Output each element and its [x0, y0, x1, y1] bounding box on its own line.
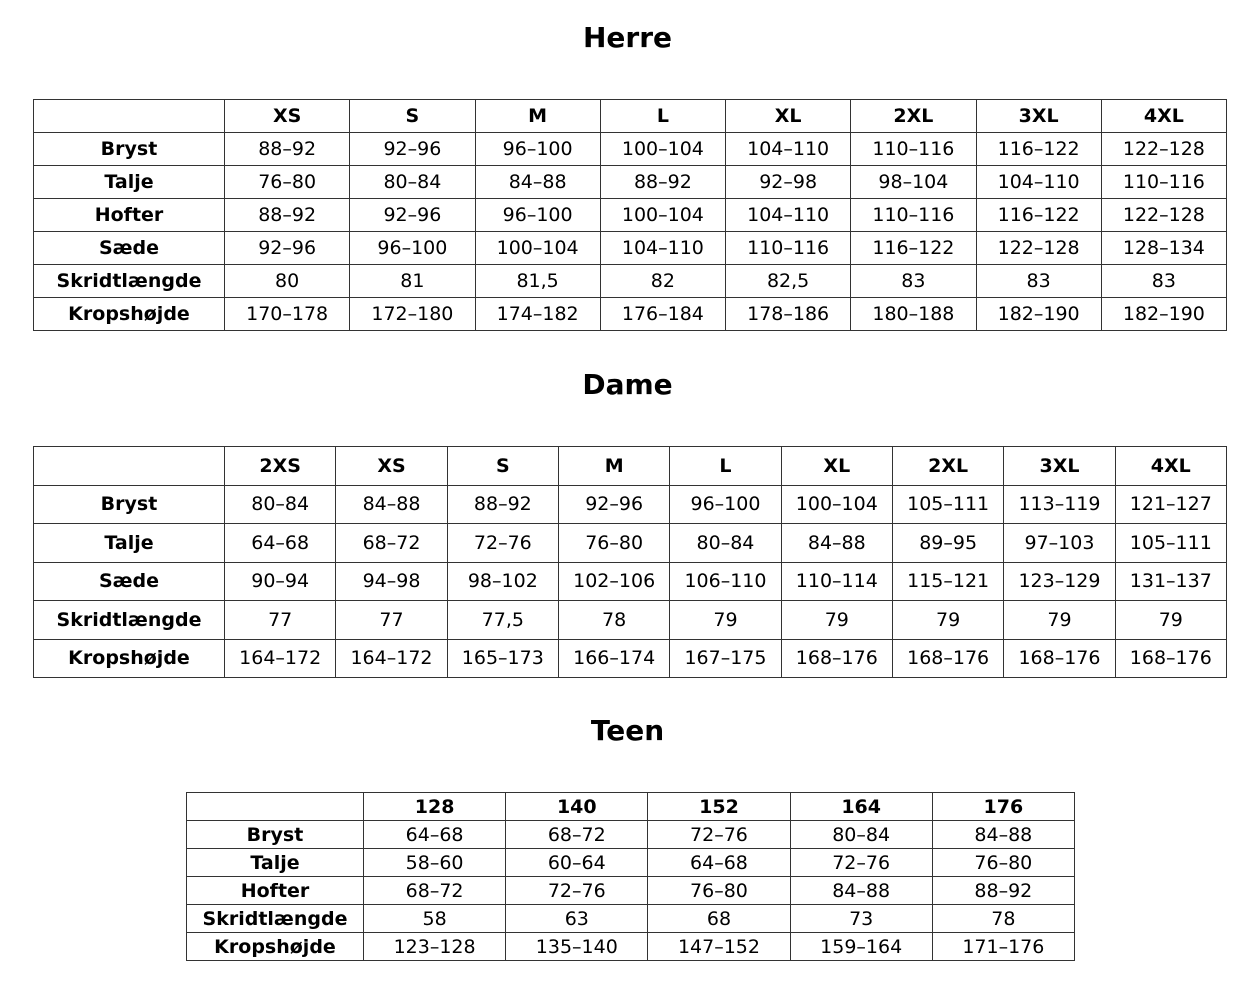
- measurement-value: 72–76: [790, 849, 932, 877]
- size-header: 2XL: [851, 100, 976, 133]
- table-row: [34, 639, 1227, 678]
- measurement-value: 64–68: [225, 524, 336, 563]
- size-header: 3XL: [1004, 447, 1115, 486]
- measurement-value: 92–96: [558, 485, 669, 524]
- measurement-value: 94–98: [336, 562, 447, 601]
- table-row: [187, 877, 1075, 905]
- table-row: [34, 133, 1227, 166]
- measurement-value: 170–178: [225, 298, 350, 331]
- measurement-value: 104–110: [726, 199, 851, 232]
- measurement-value: 116–122: [976, 199, 1101, 232]
- measurement-label: Bryst: [34, 133, 225, 166]
- corner-cell: [34, 100, 225, 133]
- header-row: [34, 100, 1227, 133]
- measurement-value: 172–180: [350, 298, 475, 331]
- measurement-value: 116–122: [851, 232, 976, 265]
- measurement-value: 88–92: [225, 199, 350, 232]
- measurement-value: 88–92: [225, 133, 350, 166]
- measurement-value: 84–88: [932, 821, 1074, 849]
- size-header: XS: [225, 100, 350, 133]
- measurement-label: Bryst: [187, 821, 364, 849]
- measurement-value: 110–116: [851, 133, 976, 166]
- measurement-value: 174–182: [475, 298, 600, 331]
- measurement-value: 72–76: [506, 877, 648, 905]
- header-row: [34, 447, 1227, 486]
- measurement-value: 100–104: [475, 232, 600, 265]
- measurement-value: 166–174: [558, 639, 669, 678]
- measurement-value: 100–104: [781, 485, 892, 524]
- measurement-value: 168–176: [781, 639, 892, 678]
- table-row: [34, 166, 1227, 199]
- measurement-value: 81: [350, 265, 475, 298]
- measurement-label: Kropshøjde: [187, 933, 364, 961]
- measurement-value: 79: [781, 601, 892, 640]
- measurement-value: 68–72: [336, 524, 447, 563]
- measurement-value: 68–72: [506, 821, 648, 849]
- measurement-label: Hofter: [34, 199, 225, 232]
- measurement-label: Sæde: [34, 562, 225, 601]
- measurement-value: 165–173: [447, 639, 558, 678]
- measurement-value: 168–176: [1115, 639, 1226, 678]
- measurement-value: 164–172: [336, 639, 447, 678]
- measurement-label: Sæde: [34, 232, 225, 265]
- table-row: [187, 933, 1075, 961]
- dame-title: Dame: [582, 368, 673, 401]
- measurement-value: 96–100: [475, 133, 600, 166]
- measurement-value: 88–92: [447, 485, 558, 524]
- size-header: L: [600, 100, 725, 133]
- measurement-label: Talje: [187, 849, 364, 877]
- measurement-value: 83: [1101, 265, 1226, 298]
- size-header: S: [350, 100, 475, 133]
- measurement-value: 76–80: [648, 877, 790, 905]
- size-header: XL: [726, 100, 851, 133]
- measurement-value: 167–175: [670, 639, 781, 678]
- measurement-value: 98–104: [851, 166, 976, 199]
- measurement-value: 104–110: [726, 133, 851, 166]
- measurement-value: 171–176: [932, 933, 1074, 961]
- measurement-value: 77: [225, 601, 336, 640]
- measurement-value: 79: [892, 601, 1003, 640]
- measurement-value: 80–84: [225, 485, 336, 524]
- table-row: [34, 298, 1227, 331]
- size-header: S: [447, 447, 558, 486]
- measurement-value: 92–96: [225, 232, 350, 265]
- measurement-value: 176–184: [600, 298, 725, 331]
- measurement-value: 102–106: [558, 562, 669, 601]
- measurement-value: 122–128: [1101, 133, 1226, 166]
- measurement-value: 84–88: [781, 524, 892, 563]
- measurement-value: 128–134: [1101, 232, 1226, 265]
- measurement-value: 178–186: [726, 298, 851, 331]
- measurement-value: 58–60: [364, 849, 506, 877]
- measurement-value: 164–172: [225, 639, 336, 678]
- table-row: [34, 265, 1227, 298]
- measurement-value: 123–129: [1004, 562, 1115, 601]
- size-header: XL: [781, 447, 892, 486]
- corner-cell: [34, 447, 225, 486]
- measurement-value: 64–68: [648, 849, 790, 877]
- measurement-value: 90–94: [225, 562, 336, 601]
- measurement-value: 105–111: [1115, 524, 1226, 563]
- measurement-label: Kropshøjde: [34, 298, 225, 331]
- measurement-value: 106–110: [670, 562, 781, 601]
- measurement-value: 110–114: [781, 562, 892, 601]
- measurement-label: Skridtlængde: [34, 601, 225, 640]
- measurement-value: 110–116: [726, 232, 851, 265]
- measurement-value: 72–76: [648, 821, 790, 849]
- measurement-value: 182–190: [976, 298, 1101, 331]
- measurement-value: 80: [225, 265, 350, 298]
- measurement-value: 84–88: [790, 877, 932, 905]
- measurement-value: 76–80: [932, 849, 1074, 877]
- measurement-value: 68: [648, 905, 790, 933]
- measurement-value: 80–84: [350, 166, 475, 199]
- measurement-value: 82,5: [726, 265, 851, 298]
- table-row: [187, 905, 1075, 933]
- measurement-label: Skridtlængde: [34, 265, 225, 298]
- measurement-value: 168–176: [892, 639, 1003, 678]
- measurement-value: 92–98: [726, 166, 851, 199]
- measurement-value: 100–104: [600, 199, 725, 232]
- measurement-value: 73: [790, 905, 932, 933]
- measurement-value: 180–188: [851, 298, 976, 331]
- measurement-value: 121–127: [1115, 485, 1226, 524]
- measurement-value: 105–111: [892, 485, 1003, 524]
- measurement-label: Hofter: [187, 877, 364, 905]
- table-row: [34, 601, 1227, 640]
- measurement-label: Bryst: [34, 485, 225, 524]
- measurement-value: 115–121: [892, 562, 1003, 601]
- measurement-value: 78: [932, 905, 1074, 933]
- table-row: [34, 562, 1227, 601]
- measurement-value: 159–164: [790, 933, 932, 961]
- measurement-value: 79: [670, 601, 781, 640]
- measurement-value: 80–84: [670, 524, 781, 563]
- size-header: 2XS: [225, 447, 336, 486]
- table-row: [187, 821, 1075, 849]
- measurement-value: 100–104: [600, 133, 725, 166]
- measurement-value: 63: [506, 905, 648, 933]
- measurement-value: 122–128: [976, 232, 1101, 265]
- measurement-value: 131–137: [1115, 562, 1226, 601]
- measurement-value: 60–64: [506, 849, 648, 877]
- size-header: XS: [336, 447, 447, 486]
- table-row: [34, 232, 1227, 265]
- measurement-value: 88–92: [932, 877, 1074, 905]
- dame-size-table: [33, 446, 1227, 678]
- measurement-value: 78: [558, 601, 669, 640]
- measurement-value: 110–116: [851, 199, 976, 232]
- measurement-value: 76–80: [558, 524, 669, 563]
- size-header: 128: [364, 793, 506, 821]
- measurement-value: 96–100: [475, 199, 600, 232]
- size-header: M: [558, 447, 669, 486]
- measurement-value: 84–88: [336, 485, 447, 524]
- measurement-value: 79: [1004, 601, 1115, 640]
- size-header: 2XL: [892, 447, 1003, 486]
- corner-cell: [187, 793, 364, 821]
- measurement-value: 77,5: [447, 601, 558, 640]
- size-header: 176: [932, 793, 1074, 821]
- measurement-label: Talje: [34, 166, 225, 199]
- header-row: [187, 793, 1075, 821]
- size-header: 3XL: [976, 100, 1101, 133]
- size-header: 4XL: [1101, 100, 1226, 133]
- herre-size-table: [33, 99, 1227, 331]
- measurement-label: Talje: [34, 524, 225, 563]
- measurement-value: 135–140: [506, 933, 648, 961]
- table-row: [187, 849, 1075, 877]
- measurement-value: 77: [336, 601, 447, 640]
- measurement-value: 83: [976, 265, 1101, 298]
- size-header: M: [475, 100, 600, 133]
- measurement-value: 116–122: [976, 133, 1101, 166]
- measurement-value: 58: [364, 905, 506, 933]
- size-header: 140: [506, 793, 648, 821]
- measurement-value: 80–84: [790, 821, 932, 849]
- measurement-value: 83: [851, 265, 976, 298]
- measurement-value: 113–119: [1004, 485, 1115, 524]
- measurement-label: Skridtlængde: [187, 905, 364, 933]
- size-header: 152: [648, 793, 790, 821]
- measurement-value: 84–88: [475, 166, 600, 199]
- measurement-value: 89–95: [892, 524, 1003, 563]
- measurement-value: 123–128: [364, 933, 506, 961]
- herre-title: Herre: [582, 21, 673, 54]
- measurement-value: 110–116: [1101, 166, 1226, 199]
- table-row: [34, 485, 1227, 524]
- measurement-value: 76–80: [225, 166, 350, 199]
- measurement-value: 68–72: [364, 877, 506, 905]
- measurement-value: 64–68: [364, 821, 506, 849]
- measurement-value: 81,5: [475, 265, 600, 298]
- measurement-value: 88–92: [600, 166, 725, 199]
- size-header: L: [670, 447, 781, 486]
- measurement-value: 98–102: [447, 562, 558, 601]
- teen-size-table: [186, 792, 1075, 961]
- measurement-value: 96–100: [350, 232, 475, 265]
- measurement-value: 96–100: [670, 485, 781, 524]
- size-header: 164: [790, 793, 932, 821]
- measurement-value: 168–176: [1004, 639, 1115, 678]
- measurement-value: 104–110: [976, 166, 1101, 199]
- measurement-value: 182–190: [1101, 298, 1226, 331]
- measurement-value: 79: [1115, 601, 1226, 640]
- measurement-label: Kropshøjde: [34, 639, 225, 678]
- measurement-value: 104–110: [600, 232, 725, 265]
- measurement-value: 92–96: [350, 199, 475, 232]
- teen-title: Teen: [590, 714, 665, 747]
- measurement-value: 147–152: [648, 933, 790, 961]
- table-row: [34, 524, 1227, 563]
- size-header: 4XL: [1115, 447, 1226, 486]
- measurement-value: 72–76: [447, 524, 558, 563]
- measurement-value: 122–128: [1101, 199, 1226, 232]
- table-row: [34, 199, 1227, 232]
- measurement-value: 97–103: [1004, 524, 1115, 563]
- measurement-value: 82: [600, 265, 725, 298]
- measurement-value: 92–96: [350, 133, 475, 166]
